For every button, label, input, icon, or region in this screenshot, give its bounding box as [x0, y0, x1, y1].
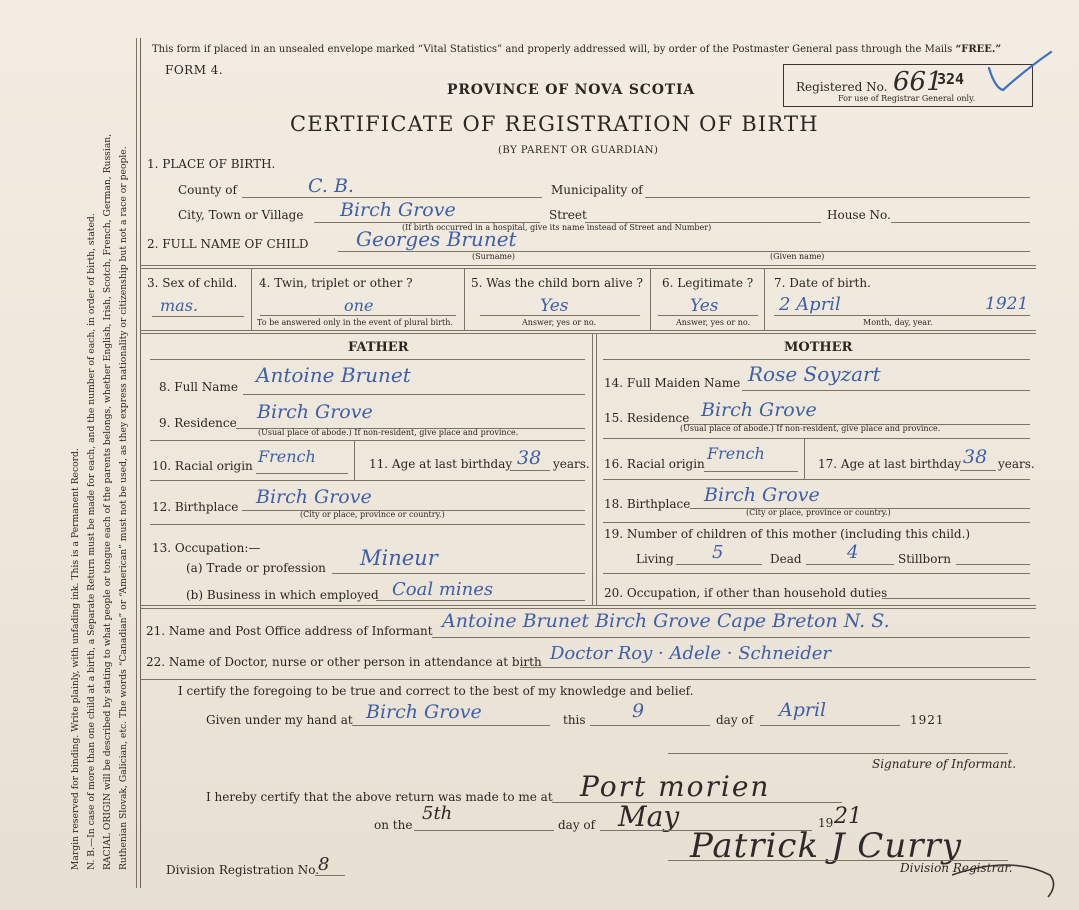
mother-years-label: years. — [998, 457, 1035, 471]
divider — [354, 440, 355, 480]
child-name-value: Georges Brunet — [356, 227, 517, 251]
father-racial-line — [256, 473, 348, 474]
divider — [140, 605, 1036, 606]
father-business-line — [376, 600, 585, 601]
margin-text-3: RACIAL ORIGIN will be described by stating to what people or tongue each of the parents belongs, whether English, Irish, Scotch, French, German, Russian, — [102, 133, 113, 870]
county-label: County of — [178, 183, 237, 197]
living-value: 5 — [712, 542, 724, 563]
legitimate-value: Yes — [690, 296, 719, 316]
sex-value: mas. — [160, 296, 199, 315]
alive-label: 5. Was the child born alive ? — [471, 276, 643, 290]
dead-label: Dead — [770, 552, 802, 566]
father-name-value: Antoine Brunet — [256, 363, 411, 387]
page-subtitle: (BY PARENT OR GUARDIAN) — [498, 145, 659, 156]
informant-line — [432, 637, 1030, 638]
given-day-line — [590, 725, 710, 726]
return-day-of-label: day of — [558, 818, 596, 832]
divider — [603, 522, 1030, 523]
mother-age-label: 17. Age at last birthday — [818, 457, 962, 471]
father-racial-label: 10. Racial origin — [152, 459, 253, 473]
margin-rule — [136, 38, 137, 888]
division-registration-value: 8 — [318, 854, 330, 875]
mother-name-line — [742, 390, 1030, 391]
municipality-label: Municipality of — [551, 183, 643, 197]
legitimate-label: 6. Legitimate ? — [662, 276, 754, 290]
mother-birthplace-note: (City or place, province or country.) — [746, 508, 891, 517]
father-name-line — [243, 394, 585, 395]
form-number: FORM 4. — [165, 63, 224, 77]
mother-occupation-label: 20. Occupation, if other than household duties — [604, 586, 888, 600]
father-age-value: 38 — [517, 447, 542, 469]
given-place-value: Birch Grove — [366, 701, 482, 723]
informant-signature-line — [668, 753, 1008, 754]
attendant-line — [520, 667, 1030, 668]
attendant-value: Doctor Roy · Adele · Schneider — [550, 643, 832, 664]
dob-line — [774, 315, 1030, 316]
parents-divider — [592, 333, 593, 605]
divider — [150, 440, 585, 441]
division-registration-label: Division Registration No. — [166, 863, 320, 877]
father-racial-value: French — [258, 447, 316, 466]
legitimate-note: Answer, yes or no. — [676, 318, 751, 327]
mother-name-label: 14. Full Maiden Name — [604, 376, 741, 390]
twin-value: one — [344, 296, 374, 315]
mother-birthplace-label: 18. Birthplace — [604, 497, 691, 511]
parents-divider — [596, 333, 597, 605]
given-name-note: (Given name) — [770, 252, 825, 261]
mother-residence-note: (Usual place of abode.) If non-resident, give place and province. — [680, 424, 941, 433]
father-name-label: 8. Full Name — [159, 380, 238, 394]
registrar-note: For use of Registrar General only. — [838, 94, 976, 103]
father-age-line — [510, 470, 550, 471]
father-birthplace-label: 12. Birthplace — [152, 500, 239, 514]
father-heading: FATHER — [348, 340, 409, 355]
divider — [140, 679, 1036, 680]
postal-notice-free: “FREE.” — [955, 44, 1002, 55]
alive-line — [480, 315, 640, 316]
return-place-value: Port morien — [580, 770, 771, 803]
twin-line — [260, 315, 456, 316]
return-year-value: 21 — [834, 804, 862, 829]
father-trade-label: (a) Trade or profession — [186, 561, 326, 575]
place-of-birth-heading: 1. PLACE OF BIRTH. — [147, 157, 276, 171]
return-day-value: 5th — [422, 803, 453, 824]
margin-rule — [140, 38, 141, 888]
divider — [603, 479, 1030, 480]
on-the-label: on the — [374, 818, 413, 832]
divider — [140, 333, 1036, 334]
divider — [150, 480, 585, 481]
day-of-label: day of — [716, 713, 754, 727]
return-statement: I hereby certify that the above return was made to me at — [206, 790, 553, 804]
registered-stamp: 324 — [937, 70, 965, 88]
father-business-label: (b) Business in which employed — [186, 588, 379, 602]
mother-racial-line — [704, 471, 798, 472]
sex-line — [152, 316, 244, 317]
certification-statement: I certify the foregoing to be true and correct to the best of my knowledge and belief. — [178, 684, 694, 698]
margin-text-1: Margin reserved for binding. Write plainly, with unfading ink. This is a Permanent Record. — [70, 448, 81, 870]
given-place-line — [352, 725, 550, 726]
mother-racial-value: French — [707, 444, 765, 463]
divider — [150, 359, 585, 360]
divider — [140, 608, 1036, 609]
divider — [603, 573, 1030, 574]
father-birthplace-value: Birch Grove — [256, 486, 372, 508]
hospital-note: (If birth occurred in a hospital, give its name instead of Street and Number) — [402, 223, 712, 232]
margin-text-2: N. B.—In case of more than one child at a birth, a Separate Return must be made for each, and the number of each, in order of birth, stated. — [86, 213, 97, 870]
divider — [804, 438, 805, 479]
municipality-line — [645, 197, 1030, 198]
given-month-value: April — [779, 699, 827, 721]
father-trade-value: Mineur — [360, 546, 438, 570]
child-name-line — [338, 251, 1030, 252]
mother-occupation-line — [882, 598, 1030, 599]
legitimate-line — [658, 315, 758, 316]
given-month-line — [760, 725, 900, 726]
house-label: House No. — [827, 208, 891, 222]
divider — [140, 330, 1036, 331]
dob-value: 2 April — [779, 294, 841, 315]
mother-heading: MOTHER — [784, 340, 853, 355]
postal-notice — [152, 44, 1001, 55]
father-business-value: Coal mines — [392, 579, 494, 600]
this-label: this — [563, 713, 586, 727]
divider — [140, 268, 1036, 269]
father-birthplace-note: (City or place, province or country.) — [300, 510, 445, 519]
return-month-value: May — [618, 800, 680, 833]
mother-racial-label: 16. Racial origin — [604, 457, 705, 471]
dead-line — [806, 564, 894, 565]
registrar-signature: Patrick J Curry — [690, 826, 962, 866]
return-place-line — [552, 802, 842, 803]
return-day-line — [414, 830, 554, 831]
informant-label: 21. Name and Post Office address of Informant — [146, 624, 433, 638]
county-value: C. B. — [308, 175, 354, 197]
given-year-value: 1921 — [910, 713, 945, 727]
alive-note: Answer, yes or no. — [522, 318, 597, 327]
father-residence-note: (Usual place of abode.) If non-resident, give place and province. — [258, 428, 519, 437]
mother-residence-value: Birch Grove — [701, 399, 817, 421]
county-line — [242, 197, 542, 198]
province-heading: PROVINCE OF NOVA SCOTIA — [447, 82, 695, 98]
stillborn-label: Stillborn — [898, 552, 951, 566]
given-day-value: 9 — [632, 700, 645, 722]
divider — [251, 268, 252, 330]
mother-age-value: 38 — [963, 446, 988, 468]
street-label: Street — [549, 208, 587, 222]
city-label: City, Town or Village — [178, 208, 304, 222]
margin-text-4: Ruthenian Slovak, Galician, etc. The words “Canadian” or “American” must not be used, as they express nationality or citizenship but not a race or people. — [118, 146, 129, 870]
divider — [764, 268, 765, 330]
divider — [150, 524, 585, 525]
mother-age-line — [960, 470, 996, 471]
registered-number: 661 — [893, 67, 943, 97]
postal-notice-text: This form if placed in an unsealed envelope marked “Vital Statistics” and properly addressed will, by order of the Postmaster General pass through the Mails — [152, 44, 953, 55]
attendant-label: 22. Name of Doctor, nurse or other person in attendance at birth — [146, 655, 542, 669]
divider — [603, 359, 1030, 360]
father-trade-line — [332, 573, 585, 574]
registered-label: Registered No. — [796, 80, 888, 94]
registrar-label: Division Registrar. — [900, 861, 1013, 875]
divider — [464, 268, 465, 330]
child-name-label: 2. FULL NAME OF CHILD — [147, 237, 309, 251]
dead-value: 4 — [847, 542, 859, 563]
mother-children-label: 19. Number of children of this mother (including this child.) — [604, 527, 971, 541]
check-mark-icon — [985, 50, 1055, 95]
mother-residence-label: 15. Residence — [604, 411, 690, 425]
signature-flourish-icon — [950, 845, 1060, 900]
living-label: Living — [636, 552, 674, 566]
dob-year: 1921 — [985, 294, 1029, 314]
divider — [603, 438, 1030, 439]
living-line — [676, 564, 762, 565]
informant-value: Antoine Brunet Birch Grove Cape Breton N. S. — [442, 610, 890, 632]
page-title: CERTIFICATE OF REGISTRATION OF BIRTH — [290, 112, 819, 136]
father-residence-value: Birch Grove — [257, 401, 373, 423]
father-years-label: years. — [553, 457, 590, 471]
twin-note: To be answered only in the event of plural birth. — [257, 318, 453, 327]
father-residence-label: 9. Residence — [159, 416, 237, 430]
father-age-label: 11. Age at last birthday — [369, 457, 513, 471]
house-line — [891, 222, 1030, 223]
dob-label: 7. Date of birth. — [774, 276, 871, 290]
return-year-printed: 19 — [818, 816, 834, 830]
mother-birthplace-value: Birch Grove — [704, 484, 820, 506]
stillborn-line — [956, 564, 1030, 565]
divider — [140, 265, 1036, 266]
given-label: Given under my hand at — [206, 713, 353, 727]
alive-value: Yes — [540, 296, 569, 316]
mother-name-value: Rose Soyzart — [748, 362, 881, 386]
divider — [650, 268, 651, 330]
city-value: Birch Grove — [340, 199, 456, 221]
division-registration-line — [315, 875, 345, 876]
father-occupation-label: 13. Occupation:— — [152, 541, 261, 555]
dob-note: Month, day, year. — [863, 318, 933, 327]
twin-label: 4. Twin, triplet or other ? — [259, 276, 413, 290]
informant-signature-label: Signature of Informant. — [872, 757, 1017, 771]
sex-label: 3. Sex of child. — [147, 276, 238, 290]
surname-note: (Surname) — [472, 252, 515, 261]
